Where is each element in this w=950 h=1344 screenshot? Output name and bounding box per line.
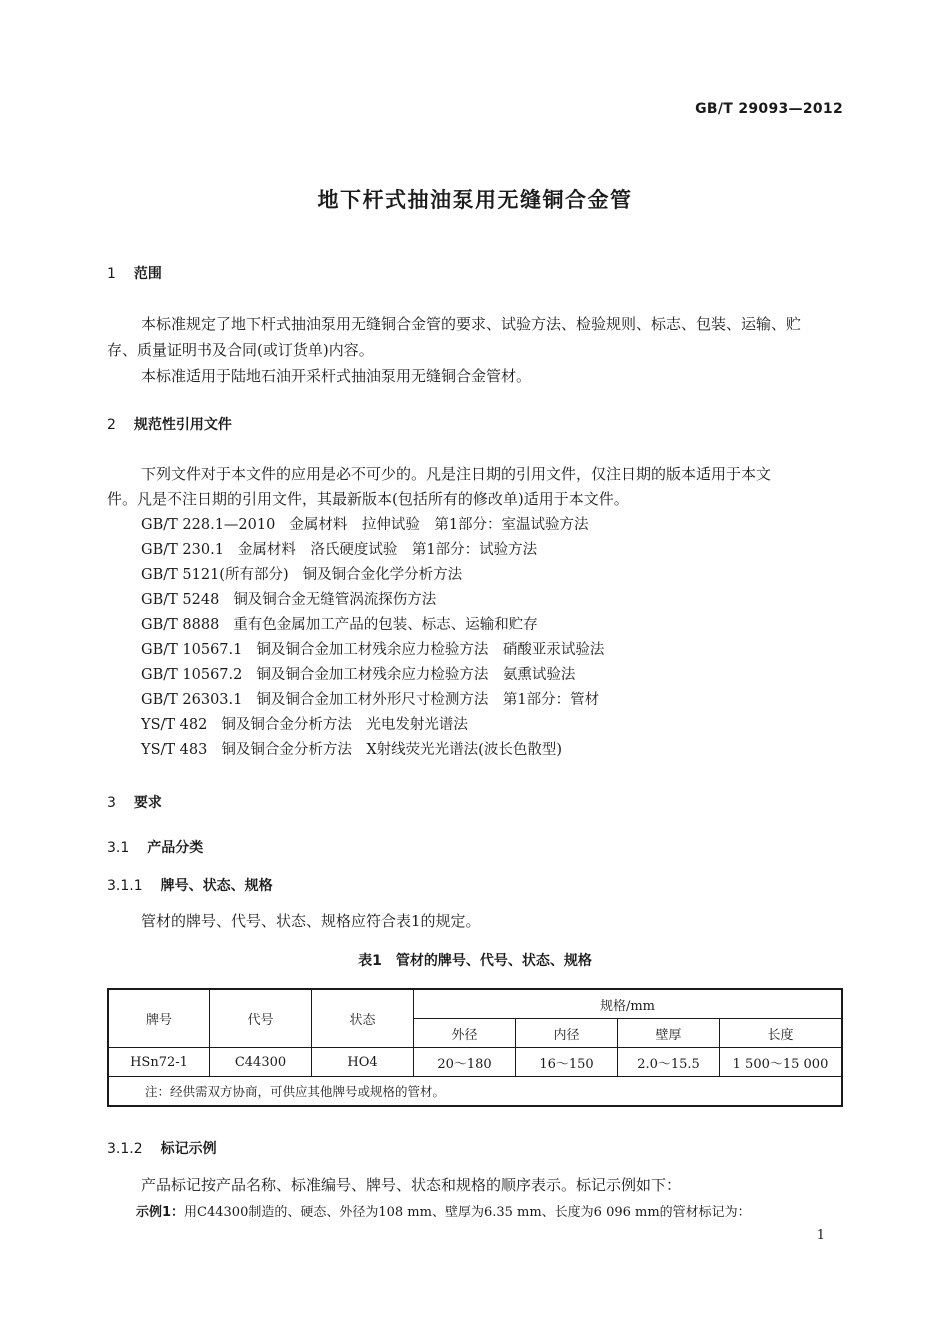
reference-code: GB/T 8888 <box>141 617 220 633</box>
section-3-1-heading <box>107 837 203 857</box>
section-number: 2 <box>107 417 116 433</box>
section-number: 3 <box>107 795 116 811</box>
paragraph: 本标准适用于陆地石油开采杆式抽油泵用无缝铜合金管材。 <box>141 367 532 385</box>
section-number: 3.1.2 <box>107 1141 143 1157</box>
document-title: 地下杆式抽油泵用无缝铜合金管 <box>317 188 633 212</box>
cell-length: 1 500～15 000 <box>720 1048 843 1077</box>
section-number: 3.1 <box>107 840 130 856</box>
paragraph: 管材的牌号、代号、状态、规格应符合表1的规定。 <box>141 912 481 930</box>
header-temper: 状态 <box>312 989 414 1048</box>
paragraph: 本标准规定了地下杆式抽油泵用无缝铜合金管的要求、试验方法、检验规则、标志、包装、运输、贮 <box>141 315 802 333</box>
reference-title: 铜及铜合金加工材残余应力检验方法 氨熏试验法 <box>256 667 576 683</box>
reference-item <box>141 663 575 684</box>
example-line <box>136 1201 751 1220</box>
table-note: 注：经供需双方协商，可供应其他牌号或规格的管材。 <box>108 1077 842 1107</box>
header-grade: 牌号 <box>108 989 210 1048</box>
reference-title: 铜及铜合金分析方法 光电发射光谱法 <box>221 717 468 733</box>
section-title: 规范性引用文件 <box>133 417 232 433</box>
section-title: 产品分类 <box>147 840 204 856</box>
section-1-heading <box>107 263 162 283</box>
reference-code: YS/T 482 <box>141 717 208 733</box>
spec-table <box>107 988 843 1107</box>
reference-title: 铜及铜合金化学分析方法 <box>302 567 463 583</box>
reference-code: GB/T 10567.2 <box>141 667 243 683</box>
reference-title: 金属材料 拉伸试验 第1部分：室温试验方法 <box>289 517 589 533</box>
paragraph: 下列文件对于本文件的应用是必不可少的。凡是注日期的引用文件，仅注日期的版本适用于本文 <box>141 465 772 483</box>
page-number: 1 <box>816 1228 825 1243</box>
cell-id: 16～150 <box>516 1048 618 1077</box>
header-code: 代号 <box>210 989 312 1048</box>
section-title: 要求 <box>133 795 162 811</box>
reference-code: GB/T 5121(所有部分) <box>141 567 289 583</box>
header-length: 长度 <box>720 1019 843 1048</box>
reference-item <box>141 513 589 534</box>
example-label: 示例1： <box>136 1205 185 1220</box>
paragraph: 件。凡是不注日期的引用文件，其最新版本(包括所有的修改单)适用于本文件。 <box>107 490 629 508</box>
header-od: 外径 <box>414 1019 516 1048</box>
cell-wall: 2.0～15.5 <box>618 1048 720 1077</box>
table-row <box>108 1048 842 1077</box>
reference-title: 铜及铜合金无缝管涡流探伤方法 <box>233 592 437 608</box>
cell-code: C44300 <box>210 1048 312 1077</box>
header-wall: 壁厚 <box>618 1019 720 1048</box>
reference-title: 金属材料 洛氏硬度试验 第1部分：试验方法 <box>237 542 538 558</box>
header-spec: 规格/mm <box>414 989 843 1019</box>
reference-item <box>141 713 468 734</box>
reference-code: GB/T 228.1—2010 <box>141 517 276 533</box>
standard-number: GB/T 29093—2012 <box>695 101 843 117</box>
example-text: 用C44300制造的、硬态、外径为108 mm、壁厚为6.35 mm、长度为6 096 mm的管材标记为： <box>184 1205 751 1220</box>
table-caption: 表1 管材的牌号、代号、状态、规格 <box>358 953 592 969</box>
section-3-1-1-heading <box>107 875 273 895</box>
section-title: 范围 <box>133 266 162 282</box>
reference-item <box>141 738 562 759</box>
reference-code: GB/T 230.1 <box>141 542 224 558</box>
paragraph: 产品标记按产品名称、标准编号、牌号、状态和规格的顺序表示。标记示例如下： <box>141 1176 682 1194</box>
reference-title: 重有色金属加工产品的包装、标志、运输和贮存 <box>233 617 538 633</box>
reference-title: 铜及铜合金加工材残余应力检验方法 硝酸亚汞试验法 <box>256 642 605 658</box>
section-3-heading <box>107 792 162 812</box>
section-title: 牌号、状态、规格 <box>160 878 273 894</box>
reference-title: 铜及铜合金加工材外形尺寸检测方法 第1部分：管材 <box>256 692 600 708</box>
cell-temper: HO4 <box>312 1048 414 1077</box>
reference-code: GB/T 10567.1 <box>141 642 243 658</box>
reference-code: GB/T 5248 <box>141 592 220 608</box>
reference-item <box>141 563 462 584</box>
reference-item <box>141 638 604 659</box>
cell-od: 20～180 <box>414 1048 516 1077</box>
reference-item <box>141 538 537 559</box>
reference-item <box>141 613 538 634</box>
reference-code: YS/T 483 <box>141 742 208 758</box>
section-3-1-2-heading <box>107 1138 217 1158</box>
section-number: 1 <box>107 266 116 282</box>
reference-code: GB/T 26303.1 <box>141 692 243 708</box>
section-number: 3.1.1 <box>107 878 143 894</box>
reference-item <box>141 688 599 709</box>
header-id: 内径 <box>516 1019 618 1048</box>
reference-title: 铜及铜合金分析方法 X射线荧光光谱法(波长色散型) <box>221 742 562 758</box>
section-title: 标记示例 <box>160 1141 217 1157</box>
section-2-heading <box>107 414 232 434</box>
paragraph: 存、质量证明书及合同(或订货单)内容。 <box>107 341 374 359</box>
cell-grade: HSn72-1 <box>108 1048 210 1077</box>
reference-item <box>141 588 436 609</box>
